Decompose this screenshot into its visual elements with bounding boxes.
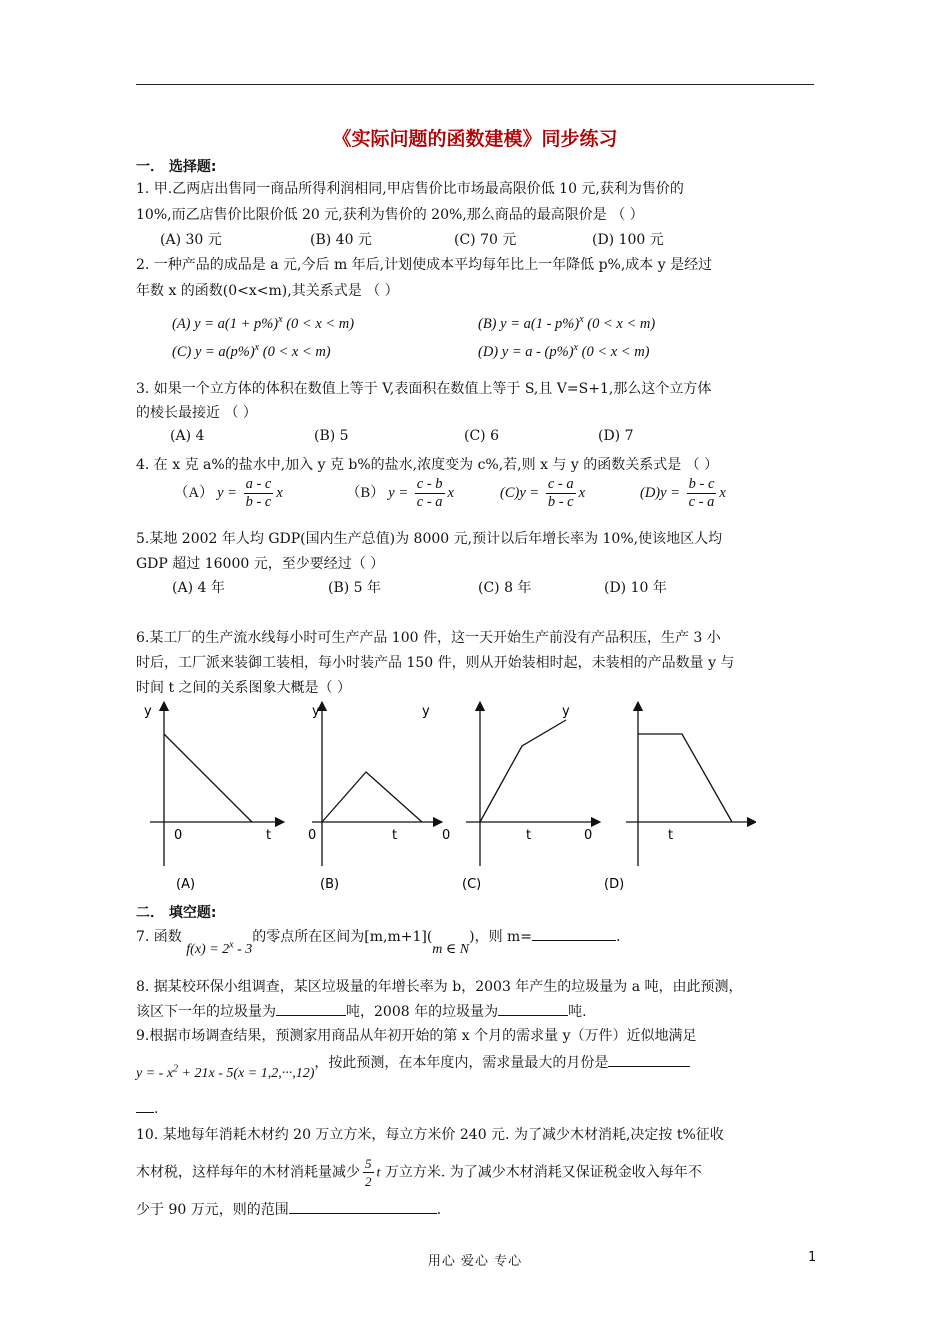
section-fill-heading: 二． 填空题:	[136, 905, 217, 921]
graph-d-label: (D)	[604, 877, 625, 892]
q1-line1: 1. 甲.乙两店出售同一商品所得利润相同,甲店售价比市场最高限价低 10 元,获利为售价的	[136, 181, 684, 197]
graph-b	[308, 704, 438, 892]
q1-option-d: (D) 100 元	[592, 232, 664, 248]
section-choice-heading: 一． 选择题:	[136, 159, 217, 175]
graph-a-origin: 0	[174, 828, 183, 843]
q5-line2: GDP 超过 16000 元，至少要经过（ ）	[136, 556, 385, 572]
graph-b-origin: 0	[308, 828, 317, 843]
q1-option-b: (B) 40 元	[310, 232, 372, 248]
q2-line2: 年数 x 的函数(0<x<m),其关系式是 （ ）	[136, 283, 399, 299]
q3-option-d: (D) 7	[598, 428, 634, 444]
graph-c-curve	[480, 720, 566, 822]
q9-answer-blank	[608, 1054, 690, 1067]
q2-option-d: (D) $y = a - (p\%)^x$ (0 < x < m)	[478, 342, 650, 360]
q7-line: 7. 函数 $f(x) = 2^x - 3$的零点所在区间为[m,m+1](m ∈ N)，则 m= .	[136, 929, 621, 957]
q1-option-a: (A) 30 元	[160, 232, 222, 248]
q3-line1: 3. 如果一个立方体的体积在数值上等于 V,表面积在数值上等于 S,且 V=S+1,那么这个立方体	[136, 381, 712, 397]
q6-line2: 时后，工厂派来装御工装相，每小时装产品 150 件，则从开始装相时起，未装相的产品数量 y 与	[136, 655, 735, 671]
q5-option-b: (B) 5 年	[328, 580, 382, 596]
graph-d-t-label: t	[668, 828, 674, 843]
q5-line1: 5.某地 2002 年人均 GDP(国内生产总值)为 8000 元,预计以后年增长率为 10%,使该地区人均	[136, 531, 723, 547]
q10-answer-blank	[289, 1201, 437, 1214]
graph-a-label: (A)	[176, 877, 196, 892]
q6-graphs	[136, 700, 756, 892]
q4-option-c: (C)y = $\frac{c - a}{b - c}$ x	[500, 476, 586, 510]
q6-line3: 时间 t 之间的关系图象大概是（ ）	[136, 680, 351, 696]
graph-b-y-label: y	[312, 704, 320, 719]
q3-option-b: (B) 5	[314, 428, 349, 444]
graph-a	[144, 704, 280, 892]
q1-line2: 10%,而乙店售价比限价低 20 元,获利为售价的 20%,那么商品的最高限价是 （ ）	[136, 207, 644, 223]
q8-answer-blank-1	[276, 1003, 346, 1016]
graph-a-y-label: y	[144, 704, 152, 719]
graph-b-curve	[322, 772, 422, 822]
graph-c-origin: 0	[442, 828, 451, 843]
q4-line1: 4. 在 x 克 a%的盐水中,加入 y 克 b%的盐水,浓度变为 c%,若,则 x 与 y 的函数关系式是 （ ）	[136, 457, 719, 473]
q4-option-b: （B） y = $\frac{c - b}{c - a}$ x	[346, 476, 454, 510]
graph-d-origin: 0	[584, 828, 593, 843]
q6-line1: 6.某工厂的生产流水线每小时可生产产品 100 件，这一天开始生产前没有产品积压，生产 3 小	[136, 630, 721, 646]
graph-c-y-label: y	[422, 704, 430, 719]
q2-option-a: (A) $y = a(1 + p\%)^x$ (0 < x < m)	[172, 314, 355, 332]
q10-line1: 10. 某地每年消耗木材约 20 万立方米，每立方米价 240 元. 为了减少木材消耗,决定按 t%征收	[136, 1127, 724, 1143]
q2-option-c: (C) $y = a(p\%)^x$ (0 < x < m)	[172, 342, 331, 360]
q8-line2: 该区下一年的垃圾量为 吨，2008 年的垃圾量为 吨.	[136, 1004, 587, 1020]
q10-line2: 木材税，这样每年的木材消耗量减少 $\frac{5}{2}$ t 万立方米. 为了减少木材消耗又保证税金收入每年不	[136, 1156, 702, 1189]
q1-option-c: (C) 70 元	[454, 232, 517, 248]
q9-line2: y = - $x^2 + 21x - 5(x = 1,2,\cdot\cdot\cdot,12)$，按此预测，在本年度内，需求量最大的月份是	[136, 1052, 690, 1072]
q5-option-d: (D) 10 年	[604, 580, 667, 596]
q4-option-a: （A） y = $\frac{a - c}{b - c}$ x	[174, 476, 283, 510]
graph-b-t-label: t	[392, 828, 398, 843]
q8-answer-blank-2	[498, 1003, 568, 1016]
graph-d-y-label: y	[562, 704, 570, 719]
q5-option-a: (A) 4 年	[172, 580, 225, 596]
q9-answer-blank-cont	[136, 1100, 154, 1113]
q8-line1: 8. 据某校环保小组调查，某区垃圾量的年增长率为 b，2003 年产生的垃圾量为 a 吨，由此预测，	[136, 979, 743, 995]
q2-line1: 2. 一种产品的成品是 a 元,今后 m 年后,计划使成本平均每年比上一年降低 p%,成本 y 是经过	[136, 257, 713, 273]
graph-d-curve	[638, 734, 732, 822]
graph-b-label: (B)	[320, 877, 340, 892]
q3-option-a: (A) 4	[170, 428, 205, 444]
q9-line3: .	[136, 1100, 158, 1117]
graph-c-label: (C)	[462, 877, 482, 892]
q2-option-b: (B) y = a(1 - p%)$^x$ (0 < x < m)	[478, 314, 656, 332]
graph-c-t-label: t	[526, 828, 532, 843]
q3-option-c: (C) 6	[464, 428, 499, 444]
graph-c	[422, 704, 596, 892]
q9-line1: 9.根据市场调查结果，预测家用商品从年初开始的第 x 个月的需求量 y（万件）近似地满足	[136, 1028, 697, 1044]
graph-a-curve	[164, 734, 252, 822]
q10-line3: 少于 90 万元，则的范围 .	[136, 1202, 442, 1218]
header-rule	[136, 84, 814, 85]
page-title: 《实际问题的函数建模》同步练习	[332, 128, 618, 150]
page-footer: 用心 爱心 专心	[427, 1254, 523, 1269]
page-number: 1	[808, 1250, 817, 1265]
q4-option-d: (D)y = $\frac{b - c}{c - a}$ x	[640, 476, 726, 510]
q5-option-c: (C) 8 年	[478, 580, 532, 596]
graph-d	[562, 704, 752, 892]
graph-a-t-label: t	[266, 828, 272, 843]
q3-line2: 的棱长最接近 （ ）	[136, 405, 257, 421]
q7-answer-blank	[532, 928, 616, 941]
